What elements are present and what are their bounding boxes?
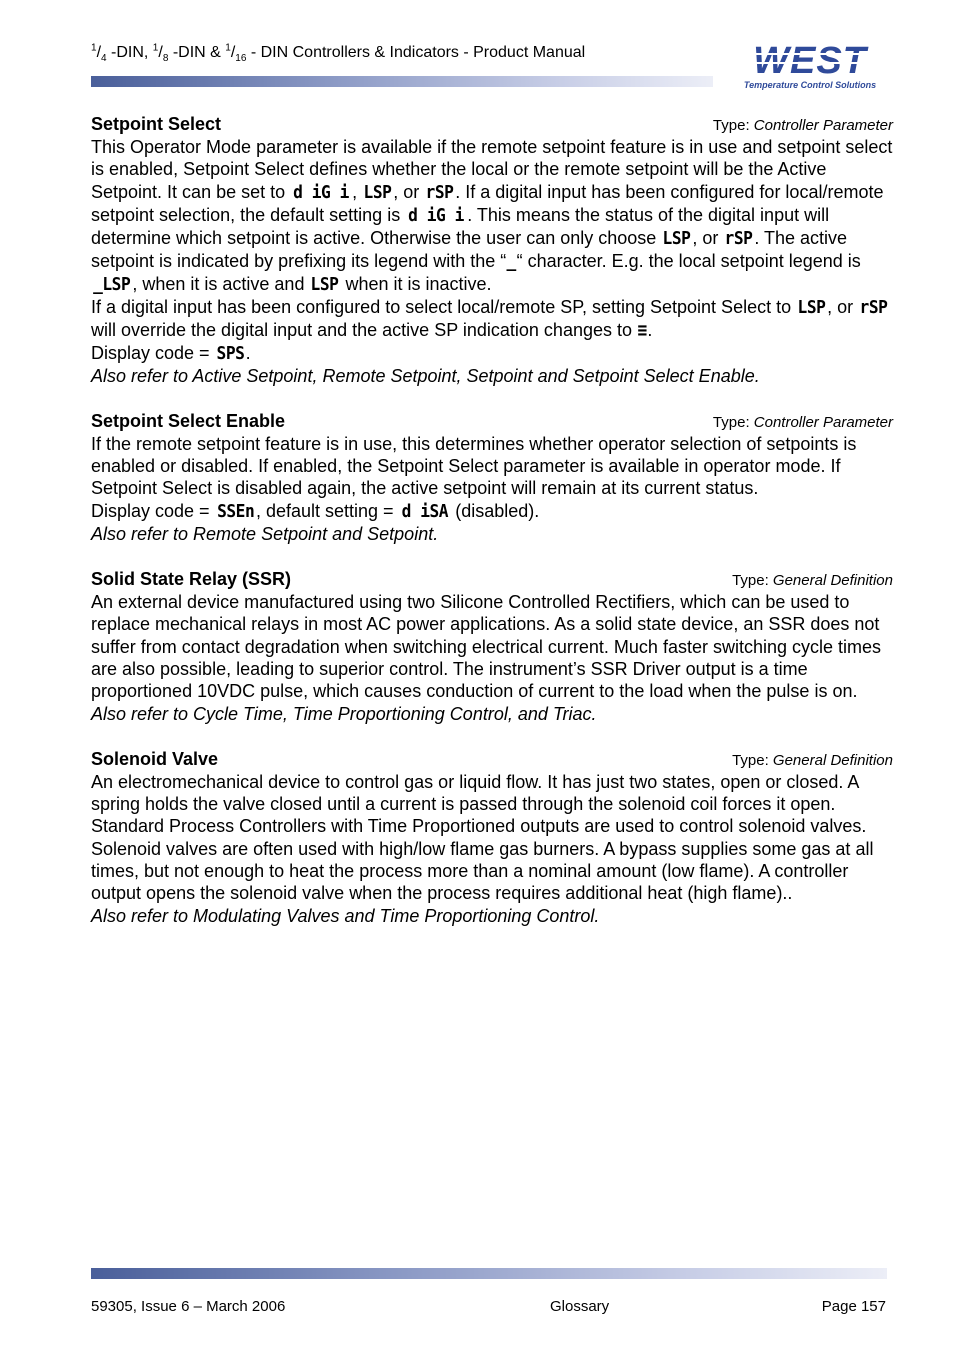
display-code: LSP (311, 273, 339, 295)
entry-title: Solenoid Valve (91, 748, 219, 769)
frac-num: 1 (152, 42, 159, 54)
entry-type: Type: Controller Parameter (712, 413, 893, 431)
display-code: rSP (724, 227, 753, 249)
entry-refer: Also refer to Cycle Time, Time Proportioning Control, and Triac. (91, 703, 597, 724)
entry-header (91, 748, 893, 771)
display-code: rSP (425, 181, 454, 203)
entry-header (91, 410, 893, 433)
entry-paragraph: This Operator Mode parameter is available if the remote setpoint feature is in use and setpoint select is enabled, Setpoint Select defines whether the local or the remote setpoint will be the Active Setpoint. It can be set to d iG i , LSP, or rSP. If a digital input has been configured for local/remote setpoint selection, the default setting is d iG i . This means the status of the digital input will determine which setpoint is active. Otherwise the user can only choose LSP, or rSP. The active setpoint is indicated by prefixing its legend with the “_“ character. E.g. the local setpoint legend is _LSP , when it is active and LSP when it is inactive. (91, 137, 893, 295)
entry-title: Setpoint Select Enable (91, 410, 286, 431)
display-code: d iG i (293, 181, 350, 203)
entry-paragraph: If the remote setpoint feature is in use, this determines whether operator selection of setpoints is enabled or disabled. If enabled, the Setpoint Select parameter is available in operator mode. If Setpoint Select is disabled again, the active setpoint will remain at its current status. (91, 433, 857, 499)
display-code: d iSA (401, 500, 448, 522)
entry-refer: Also refer to Modulating Valves and Time Proportioning Control. (91, 905, 600, 926)
entry-paragraph: An electromechanical device to control gas or liquid flow. It has just two states, open or closed. A spring holds the valve closed until a current is passed through the solenoid coil forces it open. Standard Process Controllers with Time Proportioned outputs are used to control solenoid valves. (91, 771, 867, 837)
display-code: LSP (662, 227, 691, 249)
entry-display-code: Display code = SPS. (91, 342, 251, 364)
entry-title: Solid State Relay (SSR) (91, 569, 292, 590)
display-code: LSP (363, 181, 392, 203)
entry-setpoint-select-enable (91, 410, 893, 545)
entry-display-code: Display code = SSEn , default setting = d iSA (disabled). (91, 500, 540, 522)
entry-paragraph: An external device manufactured using two Silicone Controlled Rectifiers, which can be used to replace mechanical relays in most AC power applications. As a solid state device, an SSR does not suffer from contact degradation when switching electrical current. Much faster switching cycle times are also possible, leading to superior control. The instrument’s SSR Driver output is a time proportioned 10VDC pulse, which causes conduction of current to the load when the pulse is on. (91, 592, 882, 702)
entry-refer: Also refer to Remote Setpoint and Setpoint. (91, 523, 439, 544)
west-logo (733, 42, 888, 92)
frac-num: 1 (91, 42, 97, 54)
logo-name: WEST (753, 42, 867, 82)
footer-section: Glossary (550, 1298, 610, 1315)
frac-num: 1 (225, 42, 231, 54)
glossary-content (91, 113, 893, 950)
frac-den: 8 (162, 53, 169, 65)
entry-solenoid-valve (91, 748, 893, 927)
frac-den: 16 (235, 53, 247, 65)
footer-doc-issue: 59305, Issue 6 – March 2006 (91, 1298, 286, 1315)
header-title: $^1/_4$ -DIN, $^1/_8$ -DIN & $^1/_{16}$ - DIN Controllers & Indicators - Product Manual (91, 42, 586, 65)
entry-type: Type: General Definition (732, 572, 893, 590)
entry-paragraph: Solenoid valves are often used with high/low flame gas burners. A bypass supplies some gas at all times, but not enough to heat the process more than a nominal amount (low flame). A controller output opens the solenoid valve when the process requires additional heat (high flame).. (91, 838, 874, 904)
entry-header (91, 568, 893, 591)
title-text: -DIN & (168, 44, 226, 61)
entry-type: Type: Controller Parameter (712, 117, 893, 134)
entry-refer: Also refer to Active Setpoint, Remote Setpoint, Setpoint and Setpoint Select Enable. (91, 365, 760, 386)
entry-paragraph: If a digital input has been configured to select local/remote SP, setting Setpoint Select to LSP, or rSP will override the digital input and the active SP indication changes to ≡. (91, 296, 888, 341)
display-code: _LSP (93, 273, 131, 295)
entry-setpoint-select (91, 113, 893, 387)
display-code: d iG i (408, 204, 465, 226)
display-code: _ (506, 250, 517, 272)
entry-header (91, 113, 893, 136)
display-code: SPS (216, 342, 245, 364)
header-rule (91, 76, 713, 87)
footer-rule (91, 1268, 887, 1279)
display-code: rSP (859, 296, 888, 318)
footer-page-number: Page 157 (821, 1298, 886, 1315)
entry-type: Type: General Definition (732, 751, 893, 769)
display-code: SSEn (216, 500, 254, 522)
frac-den: 4 (101, 53, 107, 65)
entry-title: Setpoint Select (91, 114, 222, 134)
display-code: ≡ (637, 319, 647, 341)
display-code: LSP (797, 296, 826, 318)
title-text: - DIN Controllers & Indicators - Product Manual (246, 44, 586, 61)
title-text: -DIN, (106, 44, 153, 61)
logo-tagline: Temperature Control Solutions (743, 80, 877, 90)
entry-solid-state-relay (91, 568, 893, 725)
